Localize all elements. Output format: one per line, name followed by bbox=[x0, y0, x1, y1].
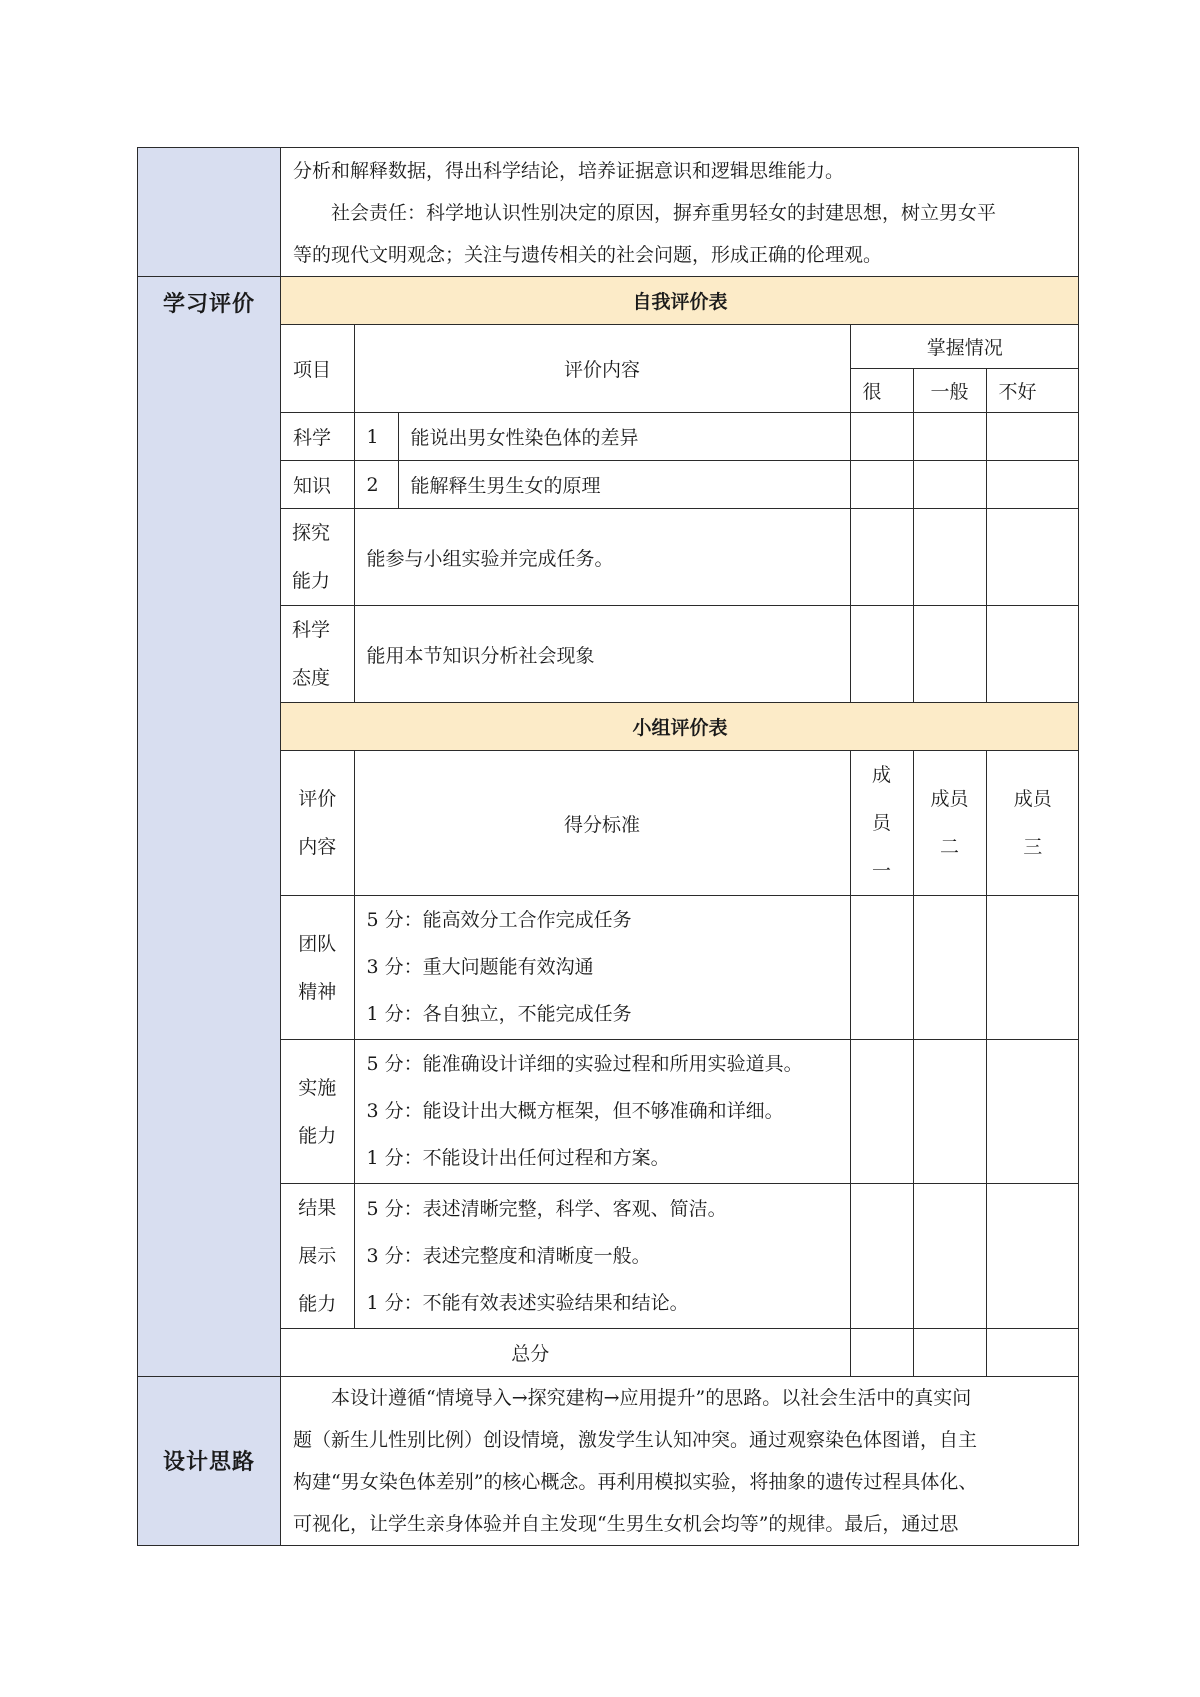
total-cell-member-three[interactable] bbox=[986, 1329, 1079, 1376]
category-line: 科学 bbox=[292, 619, 331, 641]
criteria-item: 3 分：表述完整度和清晰度一般。 bbox=[366, 1244, 651, 1267]
objectives-line: 社会责任：科学地认识性别决定的原因，摒弃重男轻女的封建思想，树立男女平 bbox=[331, 202, 997, 224]
criteria-list bbox=[354, 1040, 850, 1184]
header-line: 二 bbox=[939, 836, 959, 858]
evaluation-row bbox=[138, 277, 1079, 1377]
score-cell-member-three[interactable] bbox=[986, 1184, 1079, 1329]
lesson-plan-table bbox=[137, 147, 1079, 1546]
header-eval-content bbox=[281, 751, 354, 896]
header-line: 三 bbox=[1023, 836, 1043, 858]
score-cell-member-one[interactable] bbox=[850, 896, 913, 1040]
header-member-one bbox=[850, 751, 913, 896]
design-line: 本设计遵循“情境导入→探究建构→应用提升”的思路。以社会生活中的真实问 bbox=[331, 1386, 972, 1409]
criteria-list bbox=[354, 896, 850, 1040]
total-cell-member-two[interactable] bbox=[913, 1329, 986, 1376]
header-criteria: 得分标准 bbox=[354, 751, 850, 896]
header-line: 评价 bbox=[298, 788, 337, 810]
group-eval-row bbox=[281, 1040, 1079, 1184]
evaluation-content bbox=[281, 277, 1079, 1377]
criteria-item: 5 分：表述清晰完整，科学、客观、简洁。 bbox=[366, 1197, 727, 1220]
eval-content: 能解释生男生女的原理 bbox=[398, 461, 850, 509]
header-level-average: 一般 bbox=[913, 369, 986, 413]
category-label bbox=[281, 1040, 354, 1184]
score-cell-member-three[interactable] bbox=[986, 896, 1079, 1040]
category-label: 知识 bbox=[281, 461, 354, 509]
header-line: 员 bbox=[871, 812, 891, 834]
header-line: 成员 bbox=[1013, 788, 1052, 810]
objectives-line: 等的现代文明观念；关注与遗传相关的社会问题，形成正确的伦理观。 bbox=[293, 244, 883, 266]
eval-content: 能说出男女性染色体的差异 bbox=[398, 413, 850, 461]
self-eval-title: 自我评价表 bbox=[281, 277, 1079, 325]
objectives-label-cell bbox=[138, 148, 281, 277]
evaluation-section-label: 学习评价 bbox=[162, 292, 255, 317]
item-number: 1 bbox=[354, 413, 398, 461]
score-cell-member-two[interactable] bbox=[913, 1040, 986, 1184]
category-line: 能力 bbox=[298, 1124, 337, 1147]
category-line: 展示 bbox=[298, 1245, 337, 1267]
header-level-poor: 不好 bbox=[986, 369, 1079, 413]
self-eval-row bbox=[281, 509, 1079, 606]
criteria-item: 1 分：不能设计出任何过程和方案。 bbox=[366, 1147, 670, 1169]
rating-cell-poor[interactable] bbox=[986, 461, 1079, 509]
criteria-item: 3 分：重大问题能有效沟通 bbox=[366, 956, 594, 978]
design-section-label: 设计思路 bbox=[162, 1450, 255, 1475]
criteria-item: 5 分：能准确设计详细的实验过程和所用实验道具。 bbox=[366, 1053, 803, 1075]
category-line: 探究 bbox=[292, 522, 331, 544]
objectives-line: 分析和解释数据，得出科学结论，培养证据意识和逻辑思维能力。 bbox=[293, 160, 845, 182]
header-line: 成员 bbox=[930, 788, 969, 810]
rating-cell-average[interactable] bbox=[913, 461, 986, 509]
criteria-list bbox=[354, 1184, 850, 1329]
rating-cell-good[interactable] bbox=[850, 509, 913, 606]
category-label bbox=[281, 1184, 354, 1329]
score-cell-member-one[interactable] bbox=[850, 1184, 913, 1329]
total-label: 总分 bbox=[281, 1329, 850, 1376]
category-line: 团队 bbox=[298, 932, 337, 955]
self-eval-row bbox=[281, 606, 1079, 703]
category-line: 能力 bbox=[292, 570, 331, 592]
category-line: 态度 bbox=[292, 667, 331, 689]
evaluation-tables bbox=[281, 277, 1079, 1376]
rating-cell-average[interactable] bbox=[913, 509, 986, 606]
criteria-item: 1 分：不能有效表述实验结果和结论。 bbox=[366, 1291, 689, 1314]
rating-cell-poor[interactable] bbox=[986, 509, 1079, 606]
header-mastery: 掌握情况 bbox=[850, 325, 1079, 369]
header-member-two bbox=[913, 751, 986, 896]
category-line: 实施 bbox=[298, 1076, 337, 1099]
category-line: 结果 bbox=[298, 1197, 337, 1219]
score-cell-member-three[interactable] bbox=[986, 1040, 1079, 1184]
header-level-good: 很 bbox=[850, 369, 913, 413]
objectives-text bbox=[281, 148, 1079, 277]
eval-content: 能参与小组实验并完成任务。 bbox=[354, 509, 850, 606]
self-eval-row bbox=[281, 413, 1079, 461]
item-number: 2 bbox=[354, 461, 398, 509]
header-line: 内容 bbox=[298, 836, 337, 858]
rating-cell-good[interactable] bbox=[850, 461, 913, 509]
category-label bbox=[281, 509, 354, 606]
rating-cell-average[interactable] bbox=[913, 606, 986, 703]
category-label: 科学 bbox=[281, 413, 354, 461]
header-member-three bbox=[986, 751, 1079, 896]
score-cell-member-two[interactable] bbox=[913, 896, 986, 1040]
group-eval-title: 小组评价表 bbox=[281, 703, 1079, 751]
rating-cell-good[interactable] bbox=[850, 413, 913, 461]
design-line: 构建“男女染色体差别”的核心概念。再利用模拟实验，将抽象的遗传过程具体化、 bbox=[293, 1470, 978, 1493]
criteria-item: 5 分：能高效分工合作完成任务 bbox=[366, 909, 632, 931]
group-eval-row bbox=[281, 1184, 1079, 1329]
rating-cell-good[interactable] bbox=[850, 606, 913, 703]
score-cell-member-two[interactable] bbox=[913, 1184, 986, 1329]
header-line: 成 bbox=[871, 764, 891, 786]
header-item: 项目 bbox=[281, 325, 354, 413]
category-line: 精神 bbox=[298, 980, 337, 1003]
design-row bbox=[138, 1376, 1079, 1545]
evaluation-label-cell bbox=[138, 277, 281, 1377]
design-line: 可视化，让学生亲身体验并自主发现“生男生女机会均等”的规律。最后，通过思 bbox=[293, 1512, 959, 1535]
category-label bbox=[281, 896, 354, 1040]
rating-cell-poor[interactable] bbox=[986, 413, 1079, 461]
score-cell-member-one[interactable] bbox=[850, 1040, 913, 1184]
criteria-item: 1 分：各自独立，不能完成任务 bbox=[366, 1003, 632, 1025]
header-line: 一 bbox=[871, 860, 891, 882]
total-cell-member-one[interactable] bbox=[850, 1329, 913, 1376]
rating-cell-average[interactable] bbox=[913, 413, 986, 461]
rating-cell-poor[interactable] bbox=[986, 606, 1079, 703]
category-line: 能力 bbox=[298, 1293, 337, 1315]
eval-content: 能用本节知识分析社会现象 bbox=[354, 606, 850, 703]
criteria-item: 3 分：能设计出大概方框架，但不够准确和详细。 bbox=[366, 1100, 784, 1122]
total-row bbox=[281, 1329, 1079, 1376]
design-label-cell bbox=[138, 1376, 281, 1545]
design-line: 题（新生儿性别比例）创设情境，激发学生认知冲突。通过观察染色体图谱，自主 bbox=[293, 1428, 978, 1451]
self-eval-row bbox=[281, 461, 1079, 509]
objectives-row bbox=[138, 148, 1079, 277]
header-content: 评价内容 bbox=[354, 325, 850, 413]
group-eval-header bbox=[281, 751, 1079, 896]
category-label bbox=[281, 606, 354, 703]
group-eval-row bbox=[281, 896, 1079, 1040]
design-text bbox=[281, 1376, 1079, 1545]
